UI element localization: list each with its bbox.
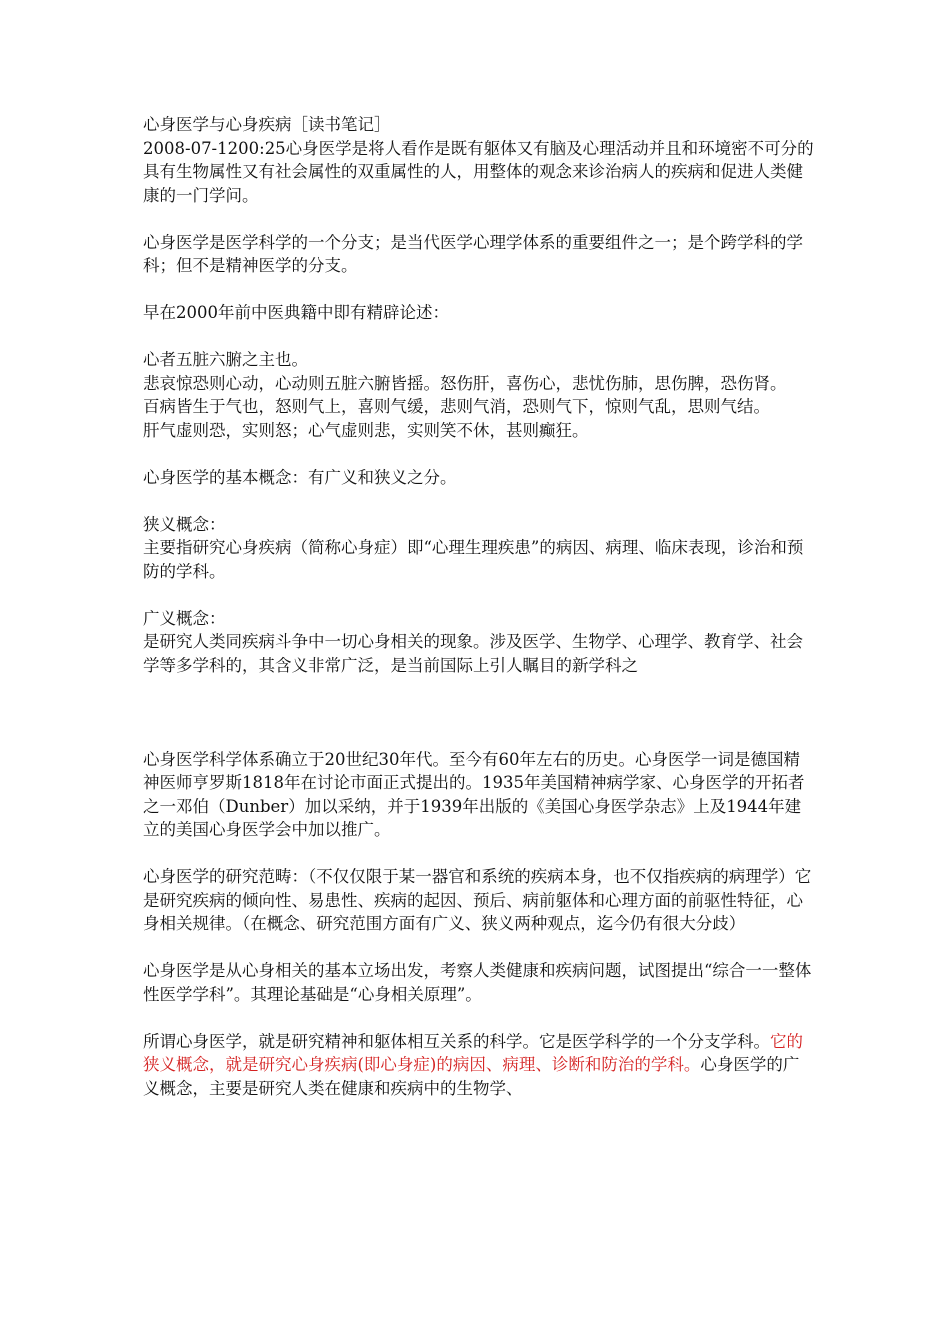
intro-block: [143, 113, 815, 207]
broad-concept-block: [143, 607, 815, 678]
narrow-heading: 狭义概念：: [143, 514, 226, 534]
paragraph-history: 心身医学科学体系确立于20世纪30年代。至今有60年左右的历史。心身医学一词是德国精神医师亨罗斯1818年在讨论市面正式提出的。1935年美国精神病学家、心身医学的开拓者之一邓伯（Dunber）加以采纳，并于1939年出版的《美国心身医学杂志》上及1944年建立的美国心身医学会中加以推广。: [143, 749, 805, 839]
intro-text: 2008-07-1200:25心身医学是将人看作是既有躯体又有脑及心理活动并且和环境密不可分的具有生物属性又有社会属性的双重属性的人，用整体的观念来诊治病人的疾病和促进人类健康的一门学问。: [143, 138, 814, 205]
paragraph-concept: 心身医学的基本概念：有广义和狭义之分。: [143, 467, 457, 487]
broad-text: 是研究人类同疾病斗争中一切心身相关的现象。涉及医学、生物学、心理学、教育学、社会学等多学科的，其含义非常广泛，是当前国际上引人瞩目的新学科之: [143, 632, 803, 675]
paragraph-basis: 心身医学是从心身相关的基本立场出发，考察人类健康和疾病问题，试图提出“综合一一整体性医学学科”。其理论基础是“心身相关原理”。: [143, 961, 812, 1004]
paragraph-final: [143, 1030, 815, 1101]
blank-gap: [143, 701, 815, 748]
paragraph-ancient: 早在2000年前中医典籍中即有精辟论述：: [143, 303, 449, 322]
quote-line: 肝气虚则恐，实则怒；心气虚则悲，实则笑不休，甚则癫狂。: [143, 420, 589, 440]
quote-line: 百病皆生于气也，怒则气上，喜则气缓，悲则气消，恐则气下，惊则气乱，思则气结。: [143, 397, 770, 416]
final-text-b: 心身医学的广义概念，主要是研究人类在健康和疾病中的生物学、: [143, 1055, 800, 1098]
paragraph-branch: 心身医学是医学科学的一个分支；是当代医学心理学体系的重要组件之一；是个跨学科的学科；但不是精神医学的分支。: [143, 232, 803, 275]
narrow-text: 主要指研究心身疾病（简称心身症）即“心理生理疾患”的病因、病理、临床表现，诊治和预防的学科。: [143, 538, 804, 581]
quote-line: 悲哀惊恐则心动，心动则五脏六腑皆摇。怒伤肝，喜伤心，悲忧伤肺，思伤脾，恐伤肾。: [143, 373, 787, 393]
quotes-block: [143, 348, 815, 442]
broad-heading: 广义概念：: [143, 608, 226, 628]
final-text-a: 所谓心身医学，就是研究精神和躯体相互关系的科学。它是医学科学的一个分支学科。: [143, 1031, 770, 1051]
quote-line: 心者五脏六腑之主也。: [143, 350, 308, 369]
document-page: [143, 113, 815, 1124]
doc-title: 心身医学与心身疾病［读书笔记］: [143, 115, 391, 134]
narrow-concept-block: [143, 513, 815, 584]
final-text-highlight: 它的狭义概念，就是研究心身疾病(即心身症)的病因、病理、诊断和防治的学科。: [143, 1031, 803, 1074]
paragraph-scope: 心身医学的研究范畴：（不仅仅限于某一器官和系统的疾病本身，也不仅指疾病的病理学）它是研究疾病的倾向性、易患性、疾病的起因、预后、病前躯体和心理方面的前驱性特征，心身相关规律。（在概念、研究范围方面有广义、狭义两种观点，迄今仍有很大分歧）: [143, 867, 812, 933]
